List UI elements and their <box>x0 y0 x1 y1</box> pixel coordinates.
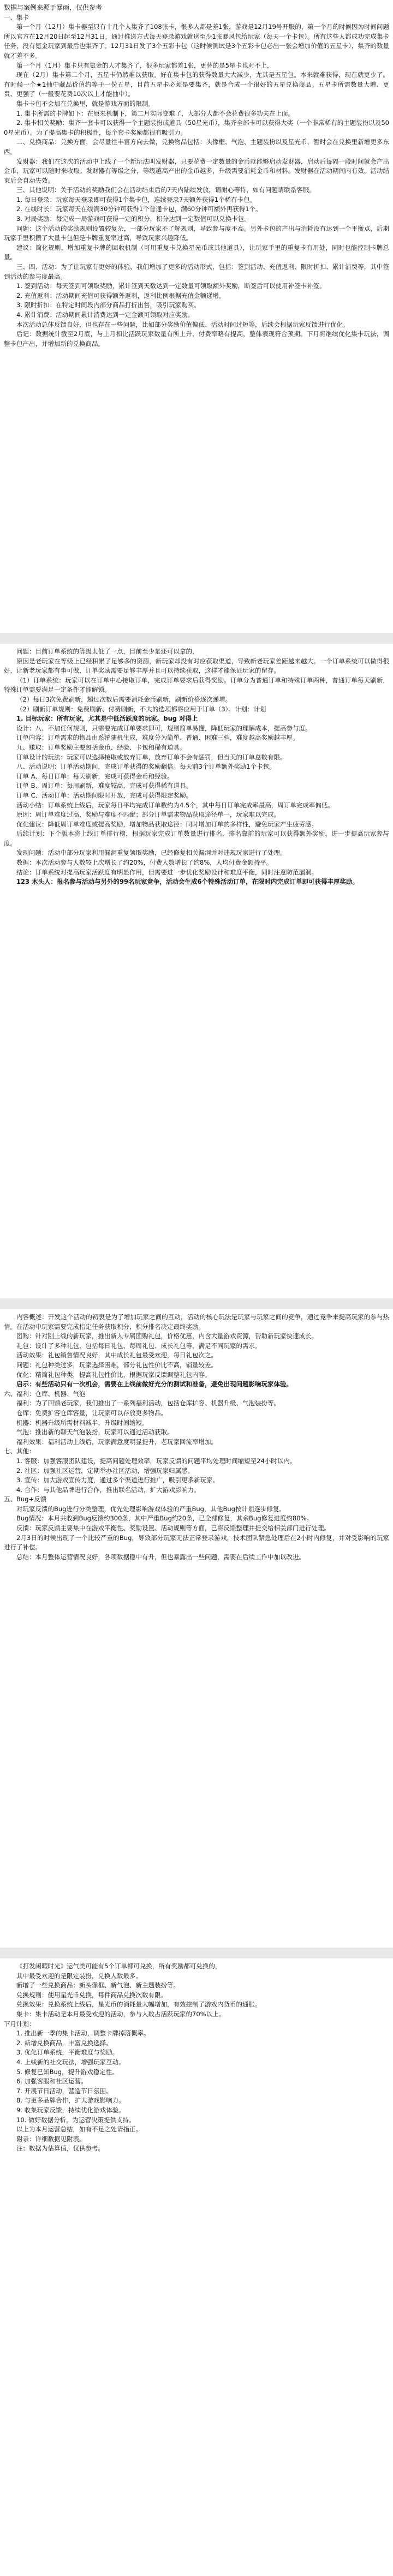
paragraph: 集卡卡包不会加在兑换里，就是游戏方面的限制。 <box>16 99 154 107</box>
list-item: 8. 与更多品牌合作，扩大游戏影响力。 <box>16 2096 125 2105</box>
list-item: 10. 做好数据分析，为运营决策提供支持。 <box>16 2116 135 2124</box>
paragraph: 福利：为了回馈老玩家，我们推出了一系列福利活动，包括仓库扩容、机器升级、气泡装扮等。 <box>16 1399 280 1407</box>
paragraph: 活动效果：礼包销售情况良好，其中成长礼包最受欢迎，每日礼包次之。 <box>16 1351 217 1359</box>
paragraph: 问题：礼包种类过多，玩家选择困难，部分礼包性价比不高，销量较差。 <box>16 1361 217 1369</box>
document-page-3 <box>0 1309 393 1948</box>
paragraph: 1. 集卡所需的卡牌如下：在原来机制下，第二月实际变难了，大部分人都不会花费很多功夫在上面。 <box>16 109 295 117</box>
paragraph: 1. 每日登录：玩家每天登录即可获得1个集卡包，连续登录7天额外获得1个稀有卡包。 <box>16 195 257 203</box>
paragraph: 团购：针对刚上线的新玩家，推出新人专属团购礼包，价格优惠，内含大量游戏资源，帮助新玩家快速成长。 <box>16 1332 318 1340</box>
paragraph: 1. 客服：加强客服团队建设，提高问题处理效率，玩家反馈的问题平均处理时间缩短至24小时以内。 <box>16 1457 296 1465</box>
paragraph: 第一个月（12月）集卡器至只有十几个人集齐了108张卡，很多人都是差1张，游戏是12月19号开服的，第一个月的时候因为时间问题所以官方在12月20日起至12月31日，通过推送方式每天登录游戏就送至少1张暴风包给玩家（每天一个卡包）。所有这些人都成功完成集卡任务，没有氪金玩家到最后也集齐了。12月31日发了3个五彩卡包（这时候测试是3个五彩卡包必出一张会增加价值的五星卡），集齐的数量就才差不多。 <box>4 23 389 59</box>
paragraph-bold: 1. 目标玩家：所有玩家，尤其是中低活跃度的玩家。bug 对得上 <box>16 715 198 723</box>
list-item: 2. 新增兑换商品，丰富兑换选择。 <box>16 2039 112 2047</box>
document-page-1 <box>0 0 393 633</box>
paragraph: 2. 在线时长：玩家每天在线满30分钟可获得1个普通卡包，满60分钟可额外再获得1个。 <box>16 205 262 213</box>
paragraph: 4. 合作：与其他品牌进行合作，推出联名活动，扩大游戏影响力。 <box>16 1485 200 1494</box>
paragraph: 问题：这个活动的奖励规则设置较复杂，一部分玩家不了解规则，导致参与度不高。另外卡包的产出与消耗没有达到一个平衡点，后期玩家手里积攒了大量卡包但是卡牌重复率过高，导致玩家兴趣降低。 <box>4 224 389 242</box>
paragraph: 新增了一些兑换商品：新头像框、新气泡、新主题装扮等。 <box>16 1981 180 1990</box>
paragraph: 订单内容：订单需求的物品由系统随机生成，难度分为简单、普通、困难三档，难度越高奖励越丰厚。 <box>16 734 299 742</box>
list-item: 9. 收集玩家反馈，持续优化游戏体验。 <box>16 2106 125 2114</box>
paragraph: 3. 对局奖励：每完成一局游戏可获得一定的积分，积分达到一定数值可以兑换卡包。 <box>16 215 251 223</box>
paragraph: 订单设计的玩法：玩家可以选择接取或放弃订单，放弃订单不会有惩罚，但当天的订单总数有限。 <box>16 753 287 761</box>
paragraph: 原因：周订单难度过高，奖励与难度不匹配；部分订单需求物品获取途径单一，玩家难以完成。 <box>16 811 280 819</box>
paragraph: 第一个月（1月）集卡只有氪金的人才集齐了，很多玩家都差1张，更替的是5星卡也对不上， <box>16 61 273 69</box>
paragraph: 福利效果：福利活动上线后，玩家满意度明显提升，老玩家回流率增加。 <box>16 1437 217 1446</box>
paragraph: 后记：数据统计截至2月底，与上月相比活跃玩家数量有所上升，付费率略有提高，整体表现符合预期。下月将继续优化集卡玩法，调整卡包产出，并增加新的兑换商品。 <box>4 330 389 348</box>
paragraph: 兑换规则：使用星光币兑换，每件商品兑换次数有限。 <box>16 1991 167 1999</box>
paragraph: 总结：本月整体运营情况良好，各项数据稳中有升，但也暴露出一些问题，需要在后续工作中加以改进。 <box>16 1553 305 1561</box>
paragraph: 原因是老玩家在等级上已经积累了足够多的资源，新玩家却没有对应获取渠道，导致新老玩家差距越来越大。一个订单系统可以做得很好，让新老玩家都有事可做，订单奖励需要足够丰厚并且可以持续获取，这样才能保证玩家的留存。 <box>4 657 389 675</box>
paragraph: 设计：八、不加任何规则，只需要完成订单要求即可，规则简单易懂，降低玩家的理解成本，提高参与度。 <box>16 724 312 732</box>
paragraph: 机器：机器升级所需材料减半，升级时间缩短。 <box>16 1418 148 1427</box>
section-heading: 一、集卡 <box>4 13 29 21</box>
paragraph: 3. 宣传：加大游戏宣传力度，通过多个渠道进行推广，吸引更多新玩家。 <box>16 1476 219 1484</box>
document-page-2 <box>0 644 393 1298</box>
paragraph-bold: 启示：有些活动只有一次机会，需要在上线前做好充分的测试和准备，避免出现问题影响玩家体验。 <box>16 1380 293 1388</box>
paragraph: 3. 限时折扣：在特定时间段内部分商品打折出售，吸引玩家购买。 <box>16 301 200 309</box>
paragraph: 《打发闲暇时光》运气类可能有5个订单都可兑换，所有奖励都可兑换的， <box>16 1962 222 1970</box>
paragraph: 2月3日的时候出现了一个比较严重的Bug，导致部分玩家无法正常登录游戏，技术团队紧急处理后在2小时内修复，并对受影响的玩家进行了补偿。 <box>4 1533 389 1551</box>
list-item: 3. 优化订单系统，平衡难度与奖励。 <box>16 2048 119 2057</box>
paragraph: 九、赚取：订单奖励主要包括金币、经验、卡包和稀有道具。 <box>16 743 186 751</box>
paragraph: 发财器：我们在这次的活动中上线了一个新玩法叫发财器，只要花费一定数量的金币就能够启动发财器，启动后每隔一段时间就会产出金币，玩家可以随时来收取。发财器有等级之分，等级越高产出的金币越多，升级需要消耗金币和材料。发财器在活动期间内有效，活动结束后会自动失效。 <box>4 157 389 184</box>
list-item: 6. 加强客服和社区运营。 <box>16 2077 87 2086</box>
paragraph: 集卡：集卡活动是本月最受欢迎的活动，参与人数占活跃玩家的70%以上。 <box>16 2010 225 2018</box>
paragraph: 1. 签到活动：每天签到可领取奖励，累计签到天数达到一定数量可领取额外奖励，断签后可以使用补签卡补签。 <box>16 282 326 290</box>
paragraph: 2. 集卡相关奖励：集齐一套卡可以获得一个主题装扮或道具（50星光币），集齐全部卡可以获得大奖（一个非常稀有的主题装扮以及500星光币）。为了提高集卡的积极性，每个套卡奖励都很有吸引力。 <box>4 119 389 136</box>
document-page-4 <box>0 1958 393 2576</box>
paragraph: Bug情况：本月共收到Bug反馈约300条，其中严重Bug约20条，已全部修复，其余Bug修复进度约80%。 <box>16 1514 313 1523</box>
paragraph: 现在（2月）集卡第二个月，五星卡仍然难以获取。好在集卡包的获得数量大大减少，尤其是五星包。本来就难获得，现在就更少了。有时候一个★1抽中藏品价值约等于一份五星，目前五星卡必须是要集齐，就是合成一个很好的五星兑换商品。五星卡所需数量大增、更贵、更强了（一般要花费10次以上才能抽中）。 <box>4 71 389 98</box>
paragraph: 2. 充值返利：活动期间充值可获得额外返利，返利比例根据充值金额递增。 <box>16 291 225 299</box>
paragraph: 对玩家反馈的Bug进行分类整理，优先处理影响游戏体验的严重Bug，其他Bug按计划逐步修复。 <box>16 1505 285 1513</box>
paragraph: 建议：简化规则，增加重复卡牌的回收机制（可用重复卡兑换星光币或其他道具），让玩家手里的重复卡有用处，同时也能控制卡牌总量。 <box>4 243 389 261</box>
paragraph: 发现问题：活动中部分玩家利用漏洞重复领取奖励，已经修复相关漏洞并对违规玩家进行了处理。 <box>16 849 287 857</box>
paragraph: （1）订单系统：玩家可以在订单中心接取订单，完成订单要求后获得奖励。订单分为普通订单和特殊订单两种，普通订单每天刷新，特殊订单需要满足一定条件才能解锁。 <box>4 676 389 694</box>
paragraph: 订单 A、每日订单：每天刷新，完成可获得金币和经验。 <box>16 772 174 780</box>
paragraph: 订单 C、活动订单：活动期间限时开放，完成可获得限定奖励。 <box>16 791 193 799</box>
section-heading: 七、其他： <box>4 1447 35 1455</box>
paragraph: 八、活动说明：订单活动期间，完成订单获得的奖励翻倍。每天前3个订单额外奖励1个卡包。 <box>16 763 276 771</box>
paragraph: 优化建议：降低周订单难度或提高奖励，增加物品获取途径；同时增加订单的多样性，避免玩家产生疲劳感。 <box>16 820 318 828</box>
document-title: 数据与案例来源于暴雨，仅供参考 <box>4 4 103 11</box>
paragraph: 订单 B、周订单：每周刷新，难度较高，完成可获得稀有道具。 <box>16 782 193 790</box>
paragraph: 附录：详细数据见附表。 <box>16 2135 86 2143</box>
paragraph: 其中最受欢迎的是限定装扮，兑换人数最多。 <box>16 1972 142 1980</box>
list-item: 5. 修复已知Bug，提升游戏稳定性。 <box>16 2068 118 2076</box>
paragraph: 反馈：玩家反馈主要集中在游戏平衡性、奖励设置、活动规则等方面，已将反馈整理并提交给相关部门进行处理。 <box>16 1524 330 1532</box>
paragraph: 注：数据为估算值，仅供参考。 <box>16 2144 104 2153</box>
paragraph: 2. 社区：加强社区运营，定期举办社区活动，增强玩家归属感。 <box>16 1466 194 1475</box>
section-heading: 五、Bug+反馈 <box>4 1495 47 1503</box>
section-heading: 六、福利：仓库、机器、气泡 <box>4 1389 86 1398</box>
list-item: 1. 推出新一季的集卡活动，调整卡牌掉落概率。 <box>16 2029 150 2038</box>
paragraph: （2）每日3次免费刷新，超过次数后需要消耗金币刷新，刷新价格逐次递增。 <box>16 695 232 703</box>
paragraph-bold: 123 木头人：报名参与活动与另外的99名玩家竞争，活动会生成6个特殊活动订单，在限时内完成订单即可获得丰厚奖励。 <box>16 878 359 886</box>
paragraph: 后续计划：下个版本将上线订单排行榜，根据玩家完成订单数量进行排名，排名靠前的玩家可以获得额外奖励，进一步提高玩家参与度。 <box>4 830 389 847</box>
paragraph: 本次活动总体反馈良好，但也存在一些问题，比如部分奖励价值偏低、活动时间过短等，后续会根据玩家反馈进行优化。 <box>16 320 349 328</box>
paragraph: 数据：本次活动参与人数较上次增长了约20%，付费人数增长了约8%，人均付费金额持平。 <box>16 859 273 867</box>
list-item: 7. 开展节日活动，营造节日氛围。 <box>16 2087 112 2095</box>
paragraph: 活动小结：订单系统上线后，玩家每日平均完成订单数约为4.5个，其中每日订单完成率最高，周订单完成率偏低。 <box>16 801 334 809</box>
paragraph: 结论：订单系统对提高玩家活跃度有明显作用，但需要进一步优化奖励设计和难度平衡，同时注意防范漏洞。 <box>16 868 318 876</box>
section-heading: 下月计划： <box>4 2020 35 2028</box>
paragraph: （2）刷新订单规则：免费刷新、付费刷新，不大的选项都将应用于订单（3）。计划：计划 <box>16 705 266 713</box>
paragraph: 三、其他说明：关于活动的奖励我们会在活动结束后的7天内陆续发放，请耐心等待，如有问题请联系客服。 <box>16 186 315 194</box>
paragraph: 气泡：推出新的聊天气泡装扮，玩家可以通过活动获取。 <box>16 1428 174 1436</box>
paragraph: 三、四、活动：为了让玩家有更好的体验，我们增加了更多的活动形式，包括：签到活动、充值返利、限时折扣、累计消费等，其中签到活动的参与度最高。 <box>4 263 389 280</box>
list-item: 4. 上线新的社交玩法，增强玩家互动。 <box>16 2058 125 2066</box>
paragraph: 以上为本月运营总结，如有不足之处请指正。 <box>16 2125 142 2134</box>
paragraph: 问题：目前订单系统的等级太低了一点，目前至少是还可以拿的， <box>16 648 199 655</box>
paragraph: 优化：精简礼包种类，提高礼包性价比，根据玩家反馈调整礼包内容。 <box>16 1370 211 1379</box>
paragraph: 内容概述：开发这个活动的初衷是为了增加玩家之间的互动，活动的核心玩法是玩家与玩家之间的竞争，通过竞争来提高玩家的参与热情。在活动中玩家需要完成指定任务获取积分，积分排名决定最终奖励。 <box>4 1313 389 1331</box>
paragraph: 仓库：免费扩容仓库容量，让玩家可以存放更多物品。 <box>16 1409 167 1417</box>
paragraph: 礼包：设计了多种礼包，包括每日礼包、每周礼包、成长礼包等，满足不同玩家的需求。 <box>16 1341 261 1350</box>
paragraph: 兑换效果：兑换系统上线后，星光币的消耗量大幅增加，有效控制了游戏内货币的通胀。 <box>16 2000 261 2009</box>
paragraph: 4. 累计消费：活动期间累计消费达到一定金额可领取对应奖励。 <box>16 311 194 319</box>
paragraph: 二、兑换商品：兑换方面，会尽量往丰富方向去做，兑换物品包括：头像框、气泡、主题装扮以及星光币，暂时会在兑换里新增更多东西。 <box>4 138 389 155</box>
